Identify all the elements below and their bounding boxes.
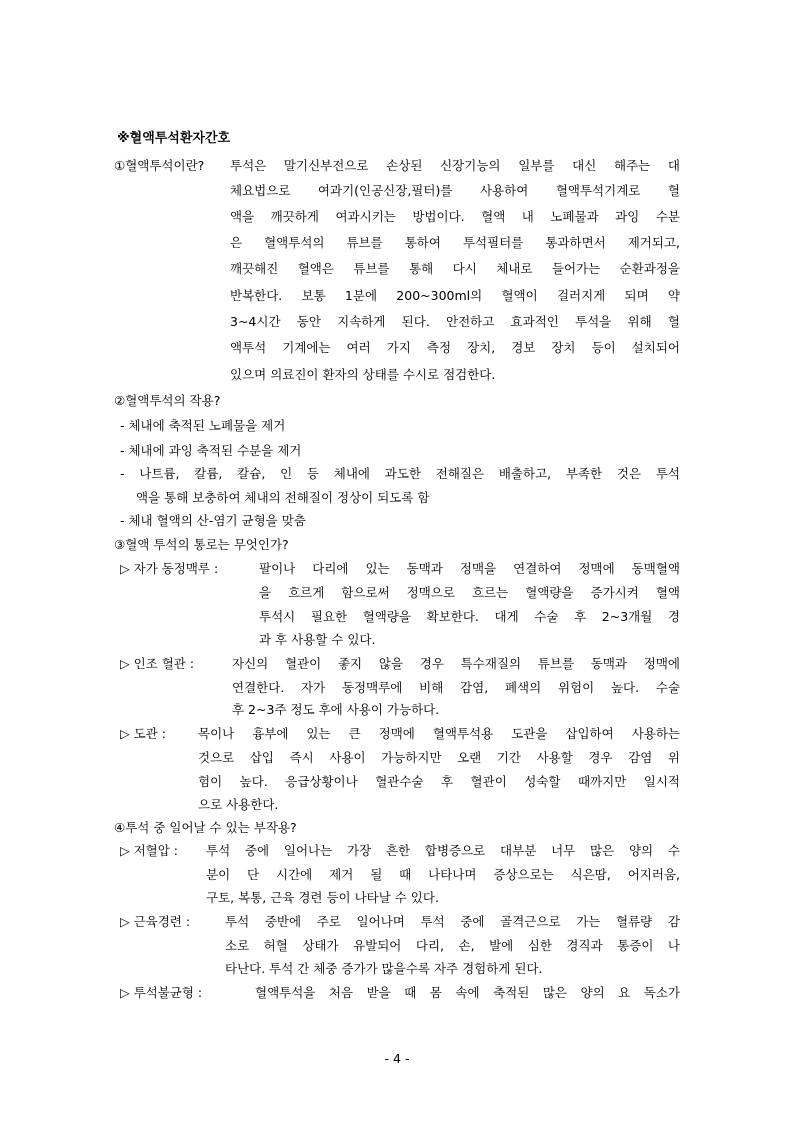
s3-i3-line: 목이나 흉부에 있는 큰 정맥에 혈액투석용 도관을 삽입하여 사용하는: [198, 726, 680, 741]
s1-label: ①혈액투석이란?: [114, 158, 205, 173]
s4-i2-line: 투석 중반에 주로 일어나며 투석 중에 골격근으로 가는 혈류량 감: [225, 914, 680, 929]
s4-i2-label: ▷ 근육경련 :: [120, 914, 191, 929]
s3-i1-line: 투석시 필요한 혈액량을 확보한다. 대게 수술 후 2~3개월 경: [259, 609, 680, 624]
s3-i2-line: 연결한다. 자가 동정맥루에 비해 감염, 폐색의 위험이 높다. 수술: [232, 680, 680, 695]
s4-i1-line: 분이 단 시간에 제거 될 때 나타나며 증상으로는 식은땀, 어지러움,: [206, 867, 680, 882]
s3-i3-line: 것으로 삽입 즉시 사용이 가능하지만 오랜 기간 사용할 경우 감염 위: [198, 750, 680, 765]
s4-i3-label: ▷ 투석불균형 :: [120, 985, 203, 1000]
s1-line: 반복한다. 보통 1분에 200~300ml의 혈액이 걸러지게 되며 약: [230, 288, 680, 303]
s3-i1-label: ▷ 자가 동정맥루 :: [120, 561, 219, 576]
s2-item: - 체내에 축적된 노폐물을 제거: [120, 418, 286, 433]
s3-i1-line: 을 흐르게 함으로써 정맥으로 흐르는 혈액량을 증가시켜 혈액: [259, 585, 680, 600]
s2-item: - 체내에 과잉 축적된 수분을 제거: [120, 443, 302, 458]
s2-item: - 나트륨, 칼륨, 칼슘, 인 등 체내에 과도한 전해질은 배출하고, 부족한 것은 투석: [120, 466, 680, 481]
s4-i3-line: 혈액투석을 처음 받을 때 몸 속에 축적된 많은 양의 요 독소가: [255, 985, 680, 1000]
s2-item: - 체내 혈액의 산-염기 균형을 맞춤: [120, 513, 306, 528]
s1-line: 3~4시간 동안 지속하게 된다. 안전하고 효과적인 투석을 위해 혈: [230, 314, 680, 329]
s2-item-cont: 액을 통해 보충하여 체내의 전해질이 정상이 되도록 함: [136, 490, 430, 505]
s3-i1-line: 과 후 사용할 수 있다.: [259, 632, 376, 647]
s1-line: 체요법으로 여과기(인공신장,필터)를 사용하여 혈액투석기계로 혈: [230, 183, 680, 198]
s1-line: 은 혈액투석의 튜브를 통하여 투석필터를 통과하면서 제거되고,: [230, 235, 680, 250]
s1-line: 액투석 기계에는 여러 가지 측정 장치, 경보 장치 등이 설치되어: [230, 340, 680, 355]
s4-i2-line: 소로 허혈 상태가 유발되어 다리, 손, 발에 심한 경직과 통증이 나: [225, 938, 680, 953]
section-title: ※혈액투석환자간호: [117, 131, 231, 146]
s2-heading: ②혈액투석의 작용?: [114, 393, 221, 408]
s1-line: 있으며 의료진이 환자의 상태를 수시로 점검한다.: [230, 367, 496, 382]
s4-i2-line: 타난다. 투석 간 체중 증가가 많을수록 자주 경험하게 된다.: [225, 961, 543, 976]
s3-i2-label: ▷ 인조 혈관 :: [120, 656, 195, 671]
s1-line: 액을 깨끗하게 여과시키는 방법이다. 혈액 내 노폐물과 과잉 수분: [230, 209, 680, 224]
s3-i3-line: 으로 사용한다.: [198, 797, 279, 812]
s1-line: 투석은 말기신부전으로 손상된 신장기능의 일부를 대신 해주는 대: [230, 158, 680, 173]
s4-i1-line: 투석 중에 일어나는 가장 흔한 합병증으로 대부분 너무 많은 양의 수: [206, 843, 680, 858]
s3-i3-line: 험이 높다. 응급상황이나 혈관수술 후 혈관이 성숙할 때까지만 일시적: [198, 774, 680, 789]
s3-i2-line: 후 2~3주 정도 후에 사용이 가능하다.: [232, 702, 440, 717]
s4-heading: ④투석 중 일어날 수 있는 부작용?: [114, 820, 297, 835]
s4-i1-label: ▷ 저혈압 :: [120, 843, 178, 858]
s3-heading: ③혈액 투석의 통로는 무엇인가?: [114, 537, 289, 552]
s4-i1-line: 구토, 복통, 근육 경련 등이 나타날 수 있다.: [206, 890, 439, 905]
s1-line: 깨끗해진 혈액은 튜브를 통해 다시 체내로 들어가는 순환과정을: [230, 261, 680, 276]
s3-i2-line: 자신의 혈관이 좋지 않을 경우 특수재질의 튜브를 동맥과 정맥에: [232, 656, 680, 671]
page-number: - 4 -: [384, 1051, 410, 1066]
s3-i3-label: ▷ 도관 :: [120, 726, 166, 741]
s3-i1-line: 팔이나 다리에 있는 동맥과 정맥을 연결하여 정맥에 동맥혈액: [259, 561, 680, 576]
